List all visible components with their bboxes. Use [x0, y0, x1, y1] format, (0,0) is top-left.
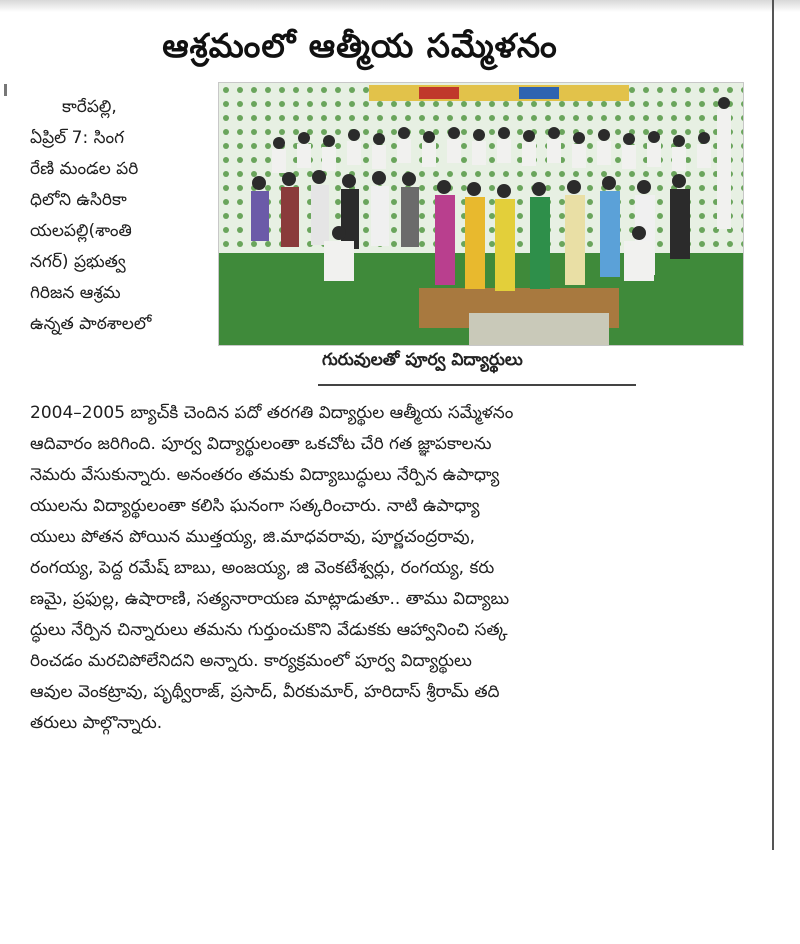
body-line: తరులు పాల్గొన్నారు. — [30, 713, 163, 733]
article-body — [30, 398, 755, 739]
headline: ఆశ్రమంలో ఆత్మీయ సమ్మేళనం — [162, 26, 558, 65]
intro-line: ధిలోని ఉసిరికా — [30, 190, 127, 210]
photo-caption: గురువులతో పూర్వ విద్యార్థులు — [322, 350, 523, 370]
body-line: ద్ధులు నేర్పిన చిన్నారులు తమను గుర్తుంచుకొని వేడుకకు ఆహ్వానించి సత్క — [30, 620, 508, 640]
body-line: రించడం మరచిపోలేనిదని అన్నారు. కార్యక్రమంలో పూర్వ విద్యార్థులు — [30, 651, 472, 671]
body-line: రంగయ్య, పెద్ద రమేష్ బాబు, అంజయ్య, జి వెంకటేశ్వర్లు, రంగయ్య, కరు — [30, 558, 495, 578]
body-line: నెమరు వేసుకున్నారు. అనంతరం తమకు విద్యాబుద్ధులు నేర్పిన ఉపాధ్యా — [30, 465, 500, 485]
body-line: ణమై, ప్రఫుల్ల, ఉషారాణి, సత్యనారాయణ మాట్లాడుతూ.. తాము విద్యాబు — [30, 589, 510, 609]
intro-line: యలపల్లి(శాంతి — [30, 221, 132, 241]
intro-line: నగర్) ప్రభుత్వ — [30, 252, 126, 272]
intro-line: ఉన్నత పాఠశాలలో — [30, 314, 152, 334]
body-line: ఆవుల వెంకట్రావు, పృథ్వీరాజ్, ప్రసాద్, వీరకుమార్, హరిదాస్ శ్రీరామ్ తది — [30, 682, 500, 702]
column-marker — [4, 84, 7, 96]
intro-line: గిరిజన ఆశ్రమ — [30, 283, 121, 303]
group-photo-illustration — [219, 83, 743, 345]
body-line: యులు పోతన పోయిన ముత్తయ్య, జి.మాధవరావు, పూర్ణచంద్రరావు, — [30, 527, 476, 547]
intro-line: రేణి మండల పరి — [30, 159, 139, 179]
body-line: ఆదివారం జరిగింది. పూర్వ విద్యార్థులంతా ఒకచోట చేరి గత జ్ఞాపకాలను — [30, 434, 492, 454]
caption-underline — [318, 384, 636, 386]
group-photo — [218, 82, 744, 346]
body-line: యులను విద్యార్థులంతా కలిసి ఘనంగా సత్కరించారు. నాటి ఉపాధ్యా — [30, 496, 480, 516]
intro-line: కారేపల్లి, — [62, 97, 117, 117]
intro-line: ఏప్రిల్ 7: సింగ — [30, 128, 125, 148]
column-divider — [772, 0, 774, 850]
previous-article-edge — [0, 0, 800, 12]
body-line: 2004–2005 బ్యాచ్‌కి చెందిన పదో తరగతి విద్యార్థుల ఆత్మీయ సమ్మేళనం — [30, 403, 514, 423]
article-intro — [30, 92, 210, 340]
